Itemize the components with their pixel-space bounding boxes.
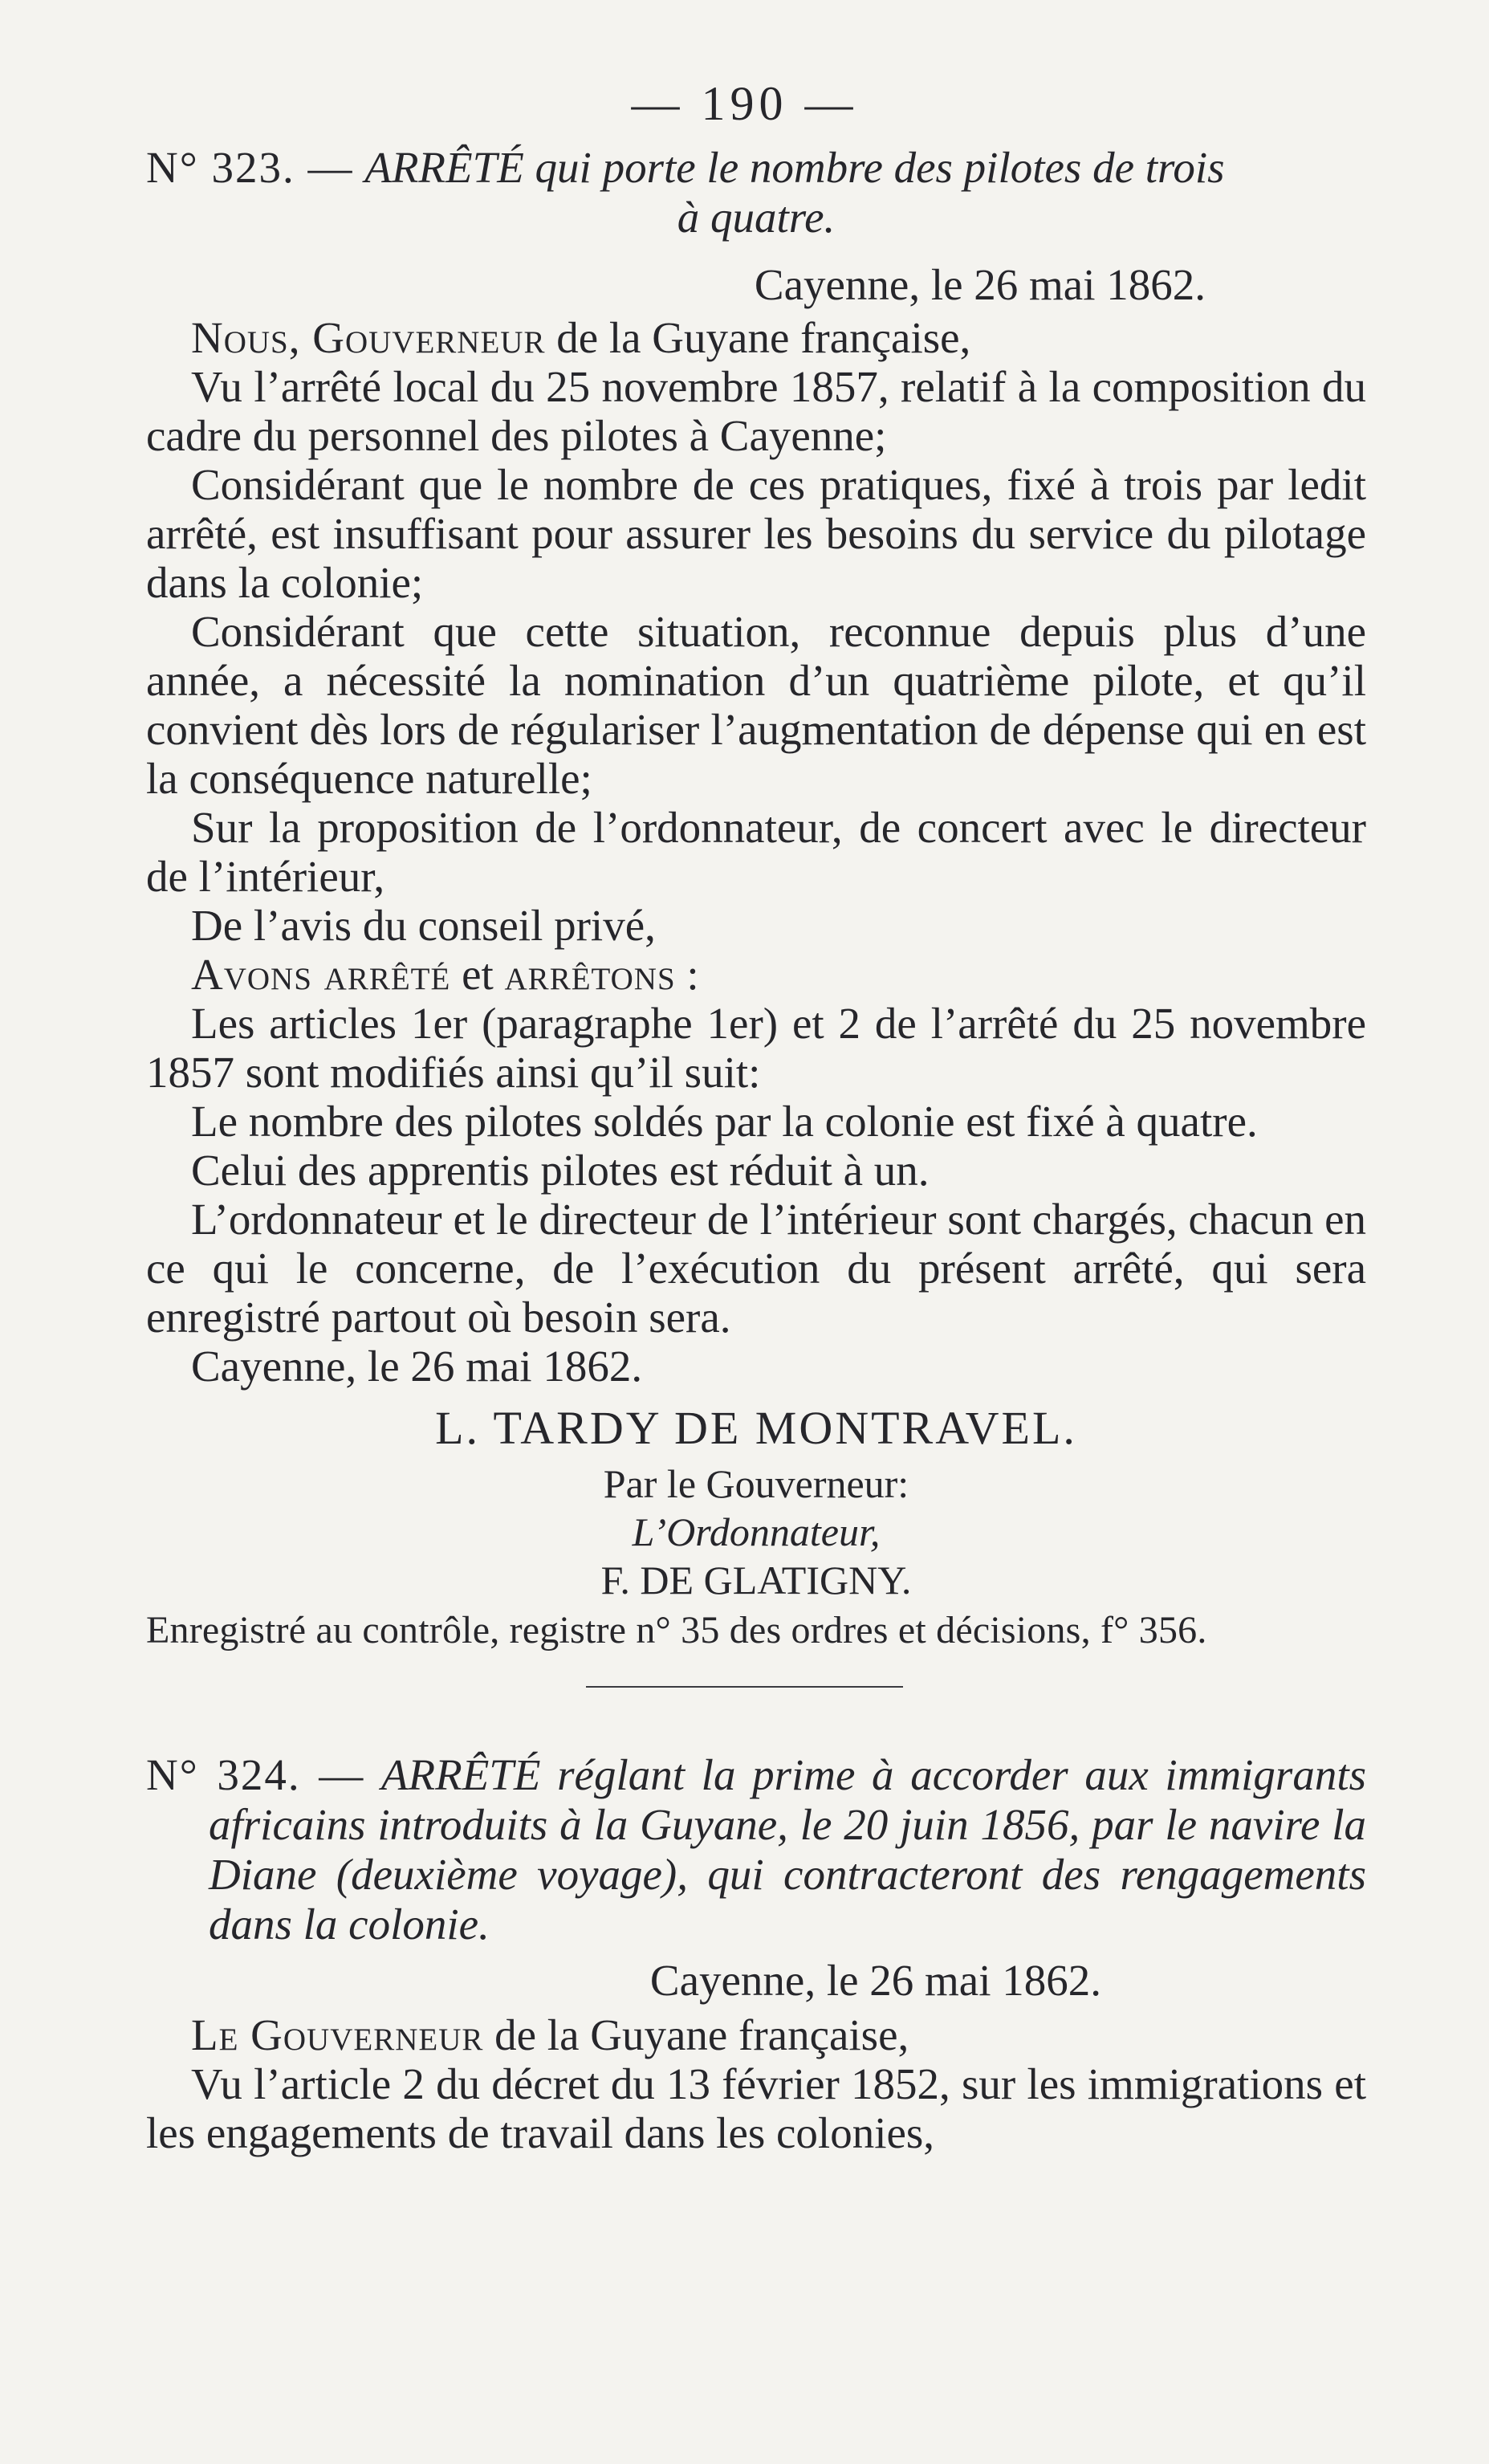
decree-323 (146, 143, 1366, 1654)
decree-323-enacting (146, 950, 1366, 999)
enacting-mid: et (450, 950, 505, 999)
decree-323-ordonnateur-title: L’Ordonnateur, (632, 1509, 881, 1554)
enacting-end: : (675, 950, 699, 999)
section-divider (586, 1686, 903, 1688)
decree-323-article-mod: Les articles 1er (paragraphe 1er) et 2 de l’arrêté du 25 novembre 1857 sont modifiés ainsi qu’il suit: (146, 999, 1366, 1097)
decree-323-pilots-count: Le nombre des pilotes soldés par la colonie est fixé à quatre. (191, 1097, 1258, 1146)
decree-324-dateline: Cayenne, le 26 mai 1862. (649, 1956, 1101, 2005)
decree-323-preamble-rest: de la Guyane française, (545, 313, 971, 362)
decree-323-considering-1: Considérant que le nombre de ces pratiques, fixé à trois par ledit arrêté, est insuffisant pour assurer les besoins du service du pilotage dans la colonie; (146, 460, 1366, 607)
decree-323-title-cont: à quatre. (677, 193, 836, 242)
decree-323-apprentices: Celui des apprentis pilotes est réduit à un. (191, 1146, 930, 1195)
decree-323-signature: L. TARDY DE MONTRAVEL. (435, 1402, 1077, 1454)
decree-323-preamble (146, 313, 1366, 362)
decree-324 (146, 1750, 1366, 2157)
enacting-caps-1: Avons arrêté (191, 950, 451, 999)
decree-323-ordonnateur-name: F. DE GLATIGNY. (600, 1558, 912, 1603)
decree-323-considering-2: Considérant que cette situation, reconnue depuis plus d’une année, a nécessité la nomination d’un quatrième pilote, et qu’il convient dès lors de régulariser l’augmentation de dépense qui en est la conséquence naturelle; (146, 607, 1366, 803)
enacting-caps-2: arrêtons (504, 950, 676, 999)
decree-324-title: ARRÊTÉ réglant la prime à accorder aux immigrants africains introduits à la Guyane, le 20 juin 1856, par le navire la Diane (deuxième voyage), qui contracteront des rengagements dans la colonie. (209, 1750, 1367, 1949)
decree-323-by-governor: Par le Gouverneur: (603, 1461, 909, 1506)
decree-324-number: N° 324. — (146, 1750, 365, 1799)
page-number: — 190 — (631, 77, 858, 130)
decree-323-register-note: Enregistré au contrôle, registre n° 35 des ordres et décisions, f° 356. (146, 1609, 1207, 1651)
decree-323-closing-date: Cayenne, le 26 mai 1862. (191, 1342, 643, 1391)
decree-324-preamble-rest: de la Guyane française, (483, 2010, 909, 2059)
decree-323-title: ARRÊTÉ qui porte le nombre des pilotes de trois (364, 143, 1225, 192)
decree-324-preamble (146, 2010, 1366, 2059)
decree-323-visa: Vu l’arrêté local du 25 novembre 1857, relatif à la composition du cadre du personnel des pilotes à Cayenne; (146, 362, 1366, 460)
decree-324-heading (146, 1750, 1366, 1949)
decree-323-execution: L’ordonnateur et le directeur de l’intérieur sont chargés, chacun en ce qui le concerne, de l’exécution du présent arrêté, qui sera enregistré partout où besoin sera. (146, 1195, 1366, 1342)
decree-324-visa: Vu l’article 2 du décret du 13 février 1852, sur les immigrations et les engagements de travail dans les colonies, (146, 2059, 1366, 2157)
decree-323-number: N° 323. — (146, 143, 354, 192)
decree-323-proposal: Sur la proposition de l’ordonnateur, de concert avec le directeur de l’intérieur, (146, 803, 1366, 901)
decree-323-heading (146, 143, 1366, 242)
decree-323-preamble-caps: Nous, Gouverneur (191, 313, 546, 362)
decree-323-dateline: Cayenne, le 26 mai 1862. (754, 260, 1206, 309)
decree-323-council: De l’avis du conseil privé, (191, 901, 656, 950)
decree-324-preamble-caps: Le Gouverneur (191, 2010, 484, 2059)
